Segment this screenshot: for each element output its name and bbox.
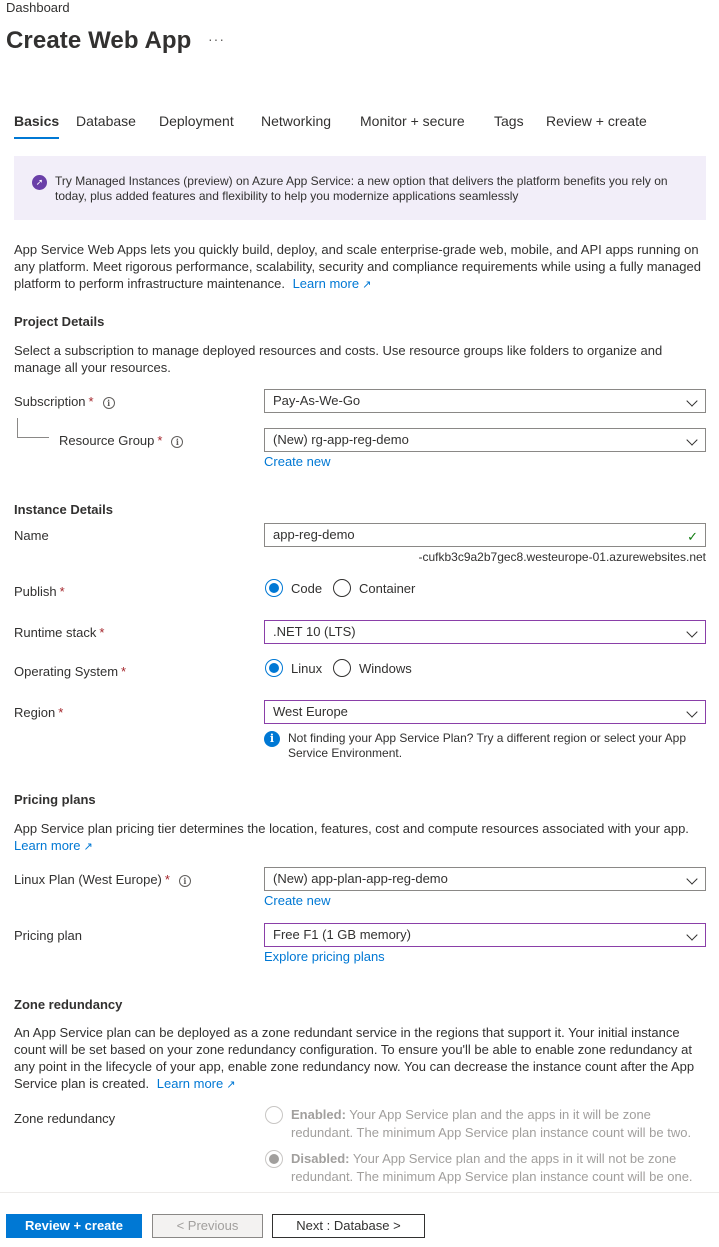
info-icon: i — [264, 731, 280, 747]
chevron-down-icon — [686, 929, 697, 940]
region-note: Not finding your App Service Plan? Try a different region or select your App Service Environment. — [288, 731, 687, 760]
pricing-desc: App Service plan pricing tier determines the location, features, cost and compute resources associated with your app. Learn more ↗ — [14, 821, 689, 853]
external-link-icon: ↗ — [83, 841, 93, 853]
breadcrumb[interactable]: Dashboard — [6, 0, 70, 15]
zone-redundancy-label: Zone redundancy — [14, 1111, 116, 1126]
os-windows-label[interactable]: Windows — [359, 661, 412, 676]
subscription-label: Subscription * i — [14, 394, 115, 409]
zone-learn-more-link[interactable]: Learn more ↗ — [156, 1076, 236, 1091]
review-create-button[interactable]: Review + create — [6, 1214, 142, 1238]
region-select[interactable]: West Europe — [264, 700, 706, 724]
publish-label: Publish * — [14, 584, 65, 599]
subscription-select[interactable]: Pay-As-We-Go — [264, 389, 706, 413]
intro-text: App Service Web Apps lets you quickly build, deploy, and scale enterprise-grade web, mobile, and API apps running on any platform. Meet rigorous performance, scalability, security and compliance requirements while using a fully managed platform to perform infrastructure maintenance. Learn more ↗ — [14, 242, 701, 291]
preview-banner — [14, 156, 706, 220]
os-linux-label[interactable]: Linux — [291, 661, 323, 676]
os-windows-radio[interactable] — [333, 659, 351, 677]
runtime-stack-select[interactable]: .NET 10 (LTS) — [264, 620, 706, 644]
zone-redundancy-title: Zone redundancy — [14, 997, 123, 1012]
previous-button[interactable]: < Previous — [152, 1214, 263, 1238]
chevron-down-icon — [686, 706, 697, 717]
rocket-icon: ➚ — [32, 175, 47, 190]
pricing-plan-select[interactable]: Free F1 (1 GB memory) — [264, 923, 706, 947]
tab-networking[interactable]: Networking — [261, 113, 332, 129]
create-new-rg-link[interactable]: Create new — [264, 454, 331, 469]
checkmark-icon: ✓ — [687, 529, 698, 544]
info-icon[interactable]: i — [171, 436, 183, 448]
zone-disabled-text: Disabled: Your App Service plan and the apps in it will not be zone redundant. The minimum App Service plan instance count will be one. — [291, 1151, 693, 1184]
os-label: Operating System * — [14, 664, 127, 679]
chevron-down-icon — [686, 395, 697, 406]
chevron-down-icon — [686, 873, 697, 884]
external-link-icon: ↗ — [226, 1079, 236, 1091]
more-options-button[interactable]: ··· — [208, 31, 225, 47]
footer-divider — [0, 1192, 719, 1193]
create-new-plan-link[interactable]: Create new — [264, 893, 331, 908]
name-input[interactable]: app-reg-demo ✓ — [264, 523, 706, 547]
tab-bar — [14, 113, 704, 137]
explore-pricing-link[interactable]: Explore pricing plans — [264, 949, 385, 964]
tree-connector — [17, 418, 49, 438]
tab-deployment[interactable]: Deployment — [159, 113, 234, 129]
chevron-down-icon — [686, 626, 697, 637]
resource-group-label: Resource Group * i — [59, 433, 183, 448]
tab-tags[interactable]: Tags — [494, 113, 524, 129]
tab-database[interactable]: Database — [76, 113, 136, 129]
zone-enabled-radio[interactable] — [265, 1106, 283, 1124]
publish-code-radio[interactable] — [265, 579, 283, 597]
pricing-plan-label: Pricing plan — [14, 928, 82, 943]
project-details-title: Project Details — [14, 314, 105, 329]
publish-code-label[interactable]: Code — [291, 581, 323, 596]
os-linux-radio[interactable] — [265, 659, 283, 677]
info-icon[interactable]: i — [179, 875, 191, 887]
region-label: Region * — [14, 705, 64, 720]
pricing-plans-title: Pricing plans — [14, 792, 96, 807]
page-title: Create Web App — [6, 27, 192, 54]
info-icon[interactable]: i — [103, 397, 115, 409]
chevron-down-icon — [686, 434, 697, 445]
zone-enabled-text: Enabled: Your App Service plan and the apps in it will be zone redundant. The minimum App Service plan instance count will be two. — [291, 1107, 692, 1140]
resource-group-select[interactable]: (New) rg-app-reg-demo — [264, 428, 706, 452]
tab-monitor-secure[interactable]: Monitor + secure — [360, 113, 465, 129]
intro-learn-more-link[interactable]: Learn more ↗ — [292, 276, 372, 291]
zone-disabled-radio[interactable] — [265, 1150, 283, 1168]
publish-container-radio[interactable] — [333, 579, 351, 597]
zone-desc: An App Service plan can be deployed as a zone redundant service in the regions that support it. Your initial instance count will be set based on your zone redundancy configuration. To ensure you'll be able to enable zone redundancy at any point in the lifecycle of your app, enable zone redundancy now. You can decrease the instance count after the App Service plan is created. Learn more ↗ — [14, 1025, 695, 1091]
banner-text: Try Managed Instances (preview) on Azure App Service: a new option that delivers the platform benefits you rely on today, plus added features and flexibility to help you modernize applications seamlessly — [55, 174, 668, 203]
project-details-desc: Select a subscription to manage deployed resources and costs. Use resource groups like folders to organize and manage all your resources. — [14, 343, 663, 375]
runtime-stack-label: Runtime stack * — [14, 625, 105, 640]
pricing-learn-more-link[interactable]: Learn more ↗ — [14, 838, 93, 853]
publish-container-label[interactable]: Container — [359, 581, 416, 596]
linux-plan-select[interactable]: (New) app-plan-app-reg-demo — [264, 867, 706, 891]
tab-basics[interactable]: Basics — [14, 113, 60, 129]
next-database-button[interactable]: Next : Database > — [272, 1214, 425, 1238]
domain-suffix: -cufkb3c9a2b7gec8.westeurope-01.azurewebsites.net — [418, 550, 706, 564]
external-link-icon: ↗ — [362, 279, 372, 291]
linux-plan-label: Linux Plan (West Europe) * i — [14, 872, 191, 887]
instance-details-title: Instance Details — [14, 502, 113, 517]
tab-review-create[interactable]: Review + create — [546, 113, 647, 129]
name-label: Name — [14, 528, 49, 543]
